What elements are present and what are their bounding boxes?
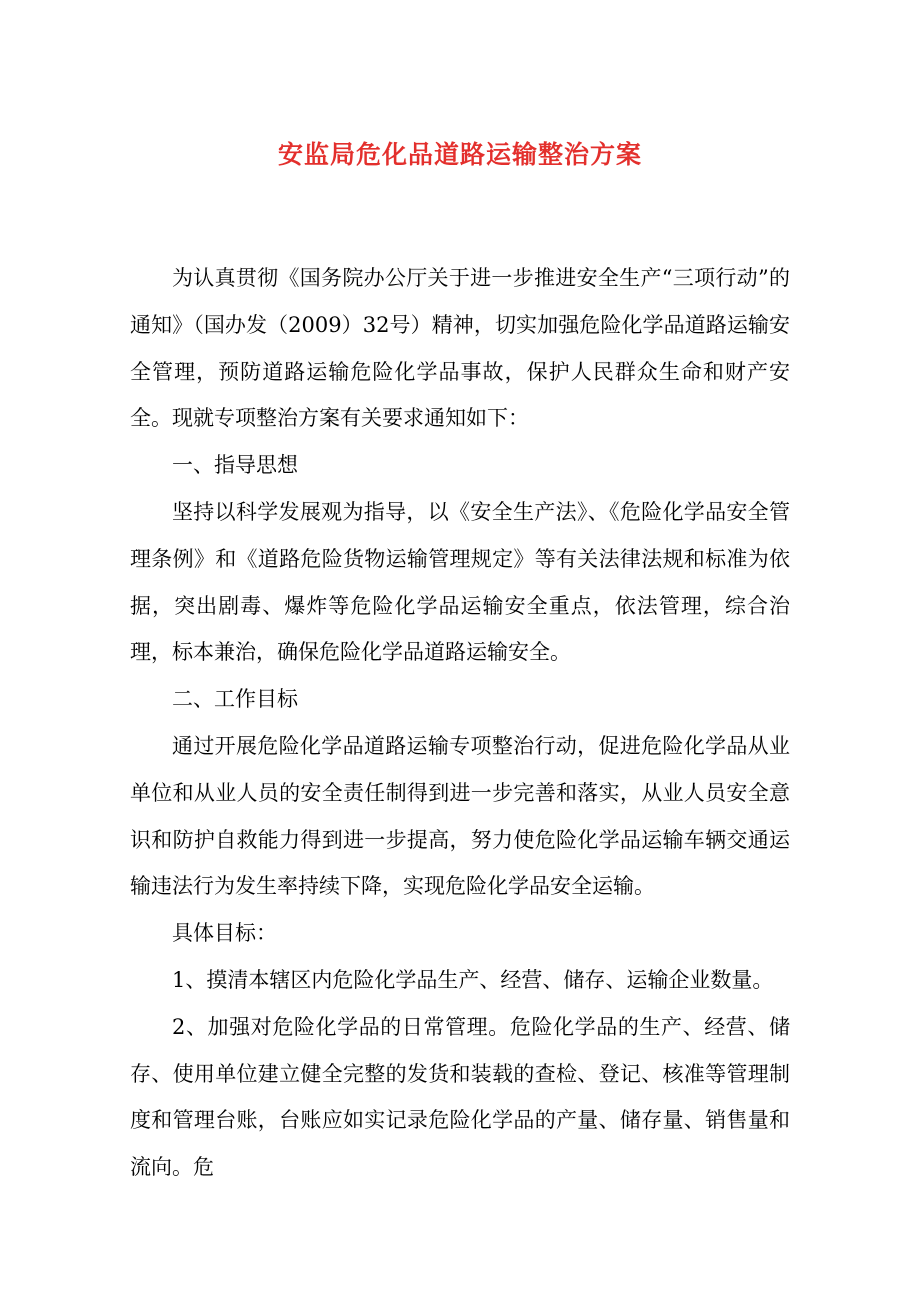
paragraph-guiding-ideology: 坚持以科学发展观为指导，以《安全生产法》、《危险化学品安全管理条例》和《道路危险货物运输管理规定》等有关法律法规和标准为依据，突出剧毒、爆炸等危险化学品运输安全重点，依法管理，综合治理，标本兼治，确保危险化学品道路运输安全。: [130, 499, 790, 665]
paragraph-intro: 为认真贯彻《国务院办公厅关于进一步推进安全生产“三项行动”的通知》（国办发（2009）32号）精神，切实加强危险化学品道路运输安全管理，预防道路运输危险化学品事故，保护人民群众生命和财产安全。现就专项整治方案有关要求通知如下：: [130, 266, 790, 431]
subheading-specific-goals: 具体目标：: [172, 921, 277, 946]
paragraph-work-goals: 通过开展危险化学品道路运输专项整治行动，促进危险化学品从业单位和从业人员的安全责任制得到进一步完善和落实，从业人员安全意识和防护自救能力得到进一步提高，努力使危险化学品运输车辆交通运输违法行为发生率持续下降，实现危险化学品安全运输。: [130, 733, 790, 899]
list-item-goal-1: 1、摸清本辖区内危险化学品生产、经营、储存、运输企业数量。: [172, 967, 774, 992]
section-heading-work-goals: 二、工作目标: [172, 687, 298, 712]
document-title: 安监局危化品道路运输整治方案: [277, 139, 642, 169]
section-heading-guiding-ideology: 一、指导思想: [172, 453, 298, 478]
document-body: [130, 255, 790, 1191]
list-item-goal-2: 2、加强对危险化学品的日常管理。危险化学品的生产、经营、储存、使用单位建立健全完整的发货和装载的查检、登记、核准等管理制度和管理台账，台账应如实记录危险化学品的产量、储存量、销售量和流向。危: [130, 1014, 790, 1180]
